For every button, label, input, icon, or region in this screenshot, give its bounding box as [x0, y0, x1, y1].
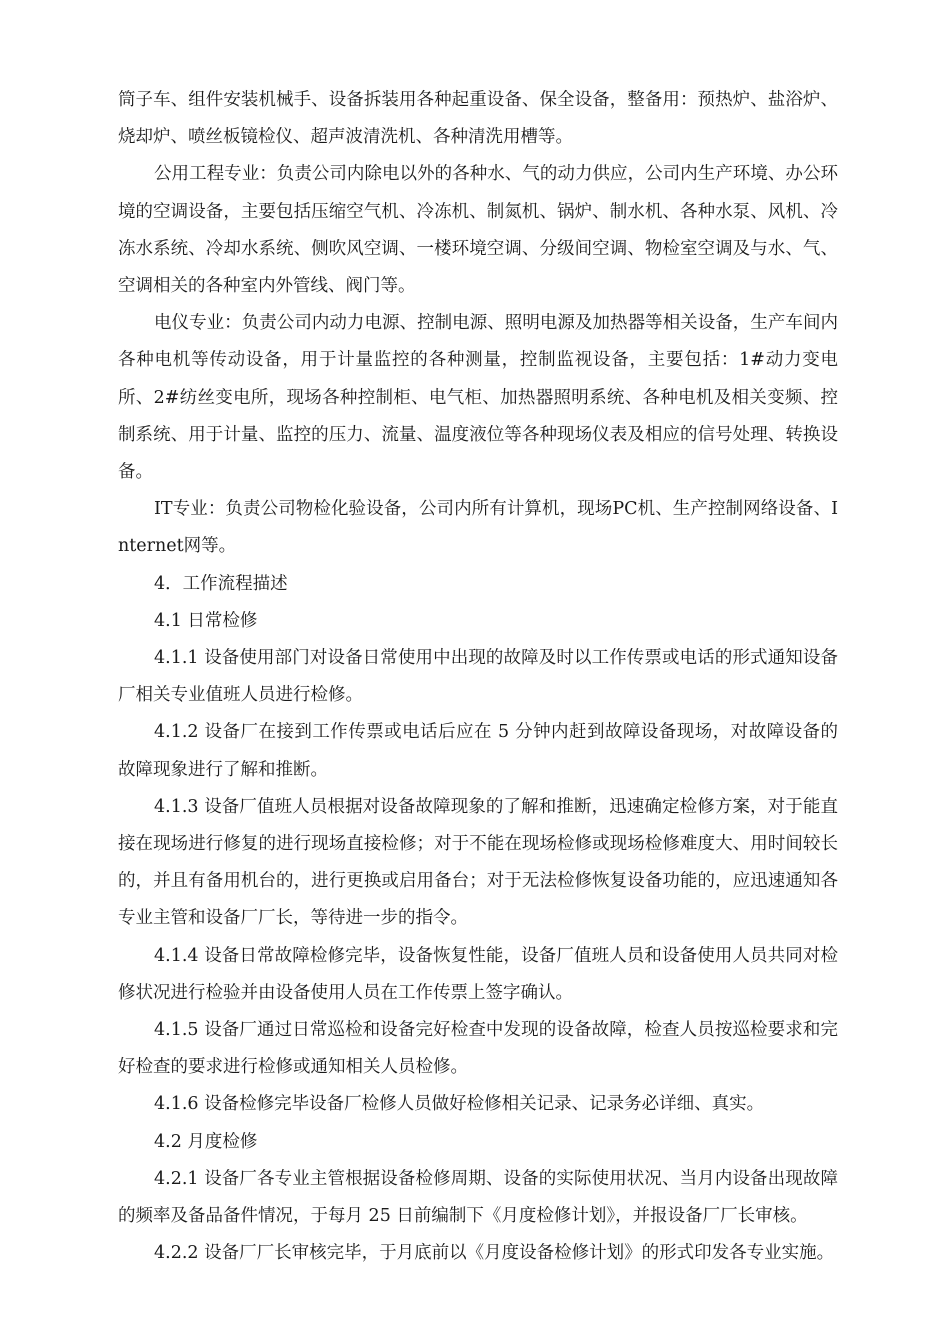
- clause-4-1-1: 4.1.1 设备使用部门对设备日常使用中出现的故障及时以工作传票或电话的形式通知设备厂相关专业值班人员进行检修。: [118, 648, 838, 706]
- section-heading-daily-maintenance: 4.1 日常检修: [154, 610, 258, 631]
- document-body: [118, 82, 838, 1273]
- paragraph-utility-engineering: 公用工程专业：负责公司内除电以外的各种水、气的动力供应，公司内生产环境、办公环境的空调设备，主要包括压缩空气机、冷冻机、制氮机、锅炉、制水机、各种水泵、风机、冷冻水系统、冷却水系统、侧吹风空调、一楼环境空调、分级间空调、物检室空调及与水、气、空调相关的各种室内外管线、阀门等。: [118, 164, 838, 297]
- section-heading-monthly-maintenance: 4.2 月度检修: [154, 1131, 258, 1152]
- clause-4-1-2: 4.1.2 设备厂在接到工作传票或电话后应在 5 分钟内赶到故障设备现场，对故障设备的故障现象进行了解和推断。: [118, 722, 838, 780]
- clause-4-1-4: 4.1.4 设备日常故障检修完毕，设备恢复性能，设备厂值班人员和设备使用人员共同对检修状况进行检验并由设备使用人员在工作传票上签字确认。: [118, 945, 838, 1003]
- paragraph-electrical-instrumentation: 电仪专业：负责公司内动力电源、控制电源、照明电源及加热器等相关设备，生产车间内各种电机等传动设备，用于计量监控的各种测量，控制监视设备，主要包括：1#动力变电所、2#纺丝变电所，现场各种控制柜、电气柜、加热器照明系统、各种电机及相关变频、控制系统、用于计量、监控的压力、流量、温度液位等各种现场仪表及相应的信号处理、转换设备。: [118, 313, 838, 483]
- clause-4-2-2: 4.2.2 设备厂厂长审核完毕，于月底前以《月度设备检修计划》的形式印发各专业实施。: [154, 1243, 835, 1264]
- section-heading-workflow: 4．工作流程描述: [154, 573, 288, 594]
- clause-4-2-1: 4.2.1 设备厂各专业主管根据设备检修周期、设备的实际使用状况、当月内设备出现故障的频率及备品备件情况，于每月 25 日前编制下《月度检修计划》，并报设备厂厂长审核。: [118, 1168, 838, 1227]
- clause-4-1-5: 4.1.5 设备厂通过日常巡检和设备完好检查中发现的设备故障，检查人员按巡检要求和完好检查的要求进行检修或通知相关人员检修。: [118, 1020, 838, 1078]
- paragraph-it: IT专业：负责公司物检化验设备，公司内所有计算机，现场PC机、生产控制网络设备、Internet网等。: [118, 499, 838, 557]
- paragraph-equipment-list-continuation: 筒子车、组件安装机械手、设备拆装用各种起重设备、保全设备，整备用：预热炉、盐浴炉、烧却炉、喷丝板镜检仪、超声波清洗机、各种清洗用槽等。: [118, 90, 838, 148]
- clause-4-1-3: 4.1.3 设备厂值班人员根据对设备故障现象的了解和推断，迅速确定检修方案，对于能直接在现场进行修复的进行现场直接检修；对于不能在现场检修或现场检修难度大、用时间较长的，并且有备用机台的，进行更换或启用备台；对于无法检修恢复设备功能的，应迅速通知各专业主管和设备厂厂长，等待进一步的指令。: [118, 796, 838, 929]
- clause-4-1-6: 4.1.6 设备检修完毕设备厂检修人员做好检修相关记录、记录务必详细、真实。: [154, 1094, 765, 1115]
